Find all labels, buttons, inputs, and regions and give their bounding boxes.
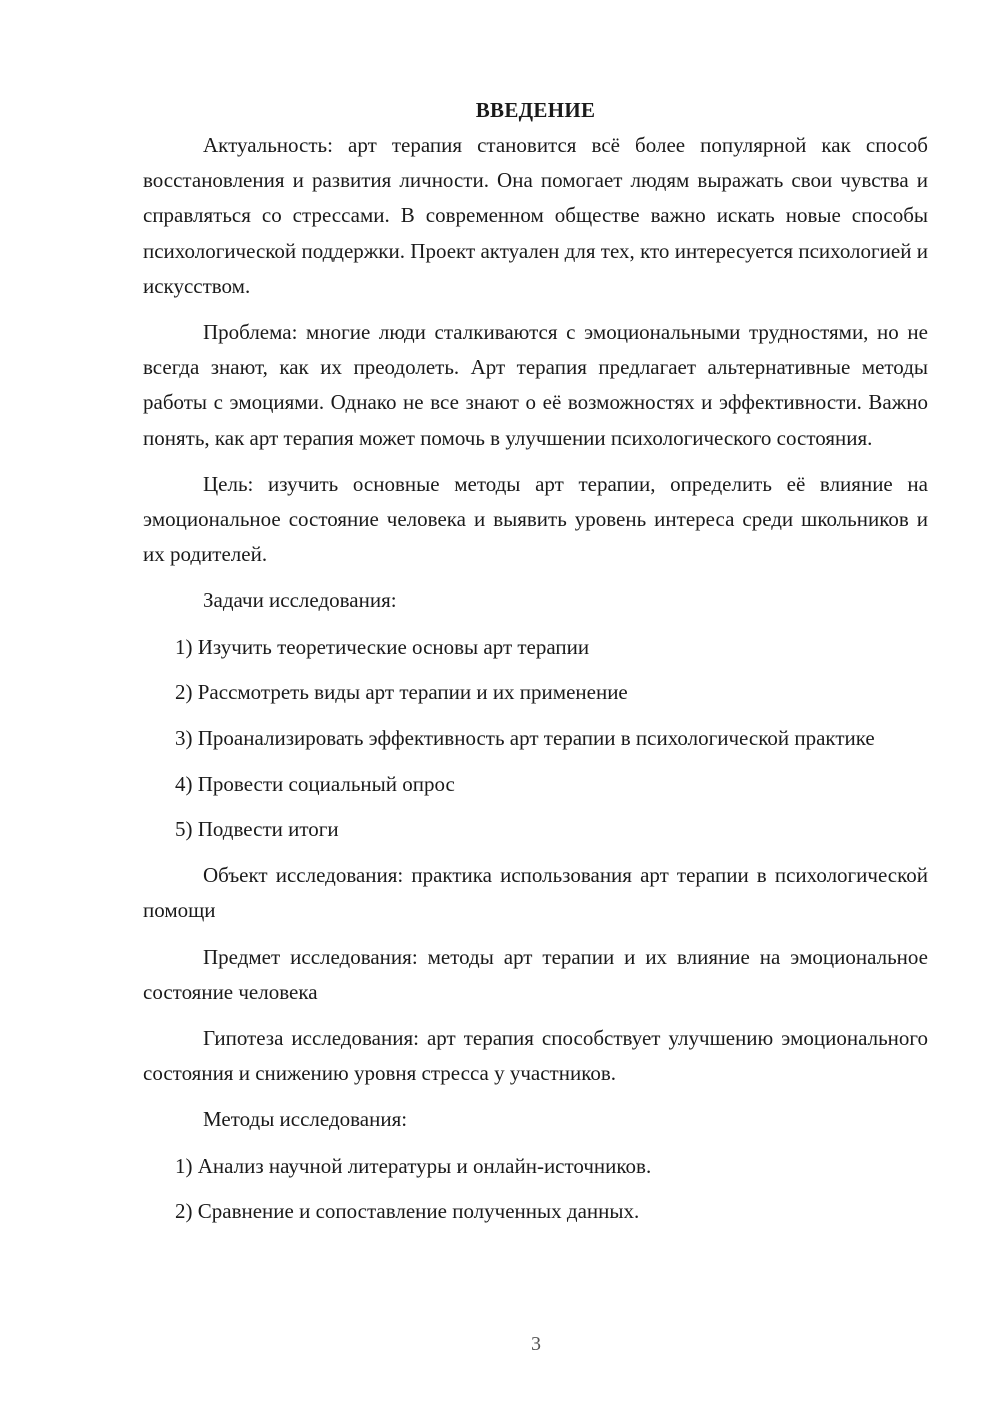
object-paragraph: Объект исследования: практика использования арт терапии в психологической помощи	[143, 863, 928, 923]
hypothesis-paragraph: Гипотеза исследования: арт терапия способствует улучшению эмоционального состояния и снижению уровня стресса у участников.	[143, 1025, 928, 1086]
task-item: 3) Проанализировать эффективность арт терапии в психологической практике	[175, 726, 875, 751]
subject-paragraph: Предмет исследования: методы арт терапии и их влияние на эмоциональное состояние человека	[143, 944, 928, 1004]
task-item: 4) Провести социальный опрос	[175, 771, 455, 796]
task-item: 5) Подвести итоги	[175, 817, 339, 842]
page-number: 3	[531, 1333, 541, 1355]
task-item: 1) Изучить теоретические основы арт терапии	[175, 634, 590, 659]
section-title: ВВЕДЕНИЕ	[475, 98, 596, 122]
goal-paragraph: Цель: изучить основные методы арт терапии, определить её влияние на эмоциональное состояние человека и выявить уровень интереса среди школьников и их родителей.	[143, 471, 928, 567]
tasks-heading: Задачи исследования:	[203, 588, 397, 613]
document-page	[143, 93, 928, 1240]
problem-paragraph: Проблема: многие люди сталкиваются с эмоциональными трудностями, но не всегда знают, как их преодолеть. Арт терапия предлагает альтернативные методы работы с эмоциями. Однако не все знают о её возможностях и эффективности. Важно понять, как арт терапия может помочь в улучшении психологического состояния.	[143, 320, 928, 450]
task-item: 2) Рассмотреть виды арт терапии и их применение	[175, 680, 628, 705]
methods-heading: Методы исследования:	[203, 1107, 408, 1132]
method-item: 1) Анализ научной литературы и онлайн-источников.	[175, 1153, 652, 1178]
method-item: 2) Сравнение и сопоставление полученных данных.	[175, 1199, 640, 1224]
relevance-paragraph: Актуальность: арт терапия становится всё более популярной как способ восстановления и развития личности. Она помогает людям выражать свои чувства и справляться со стрессами. В современном обществе важно искать новые способы психологической поддержки. Проект актуален для тех, кто интересуется психологией и искусством.	[143, 133, 928, 298]
